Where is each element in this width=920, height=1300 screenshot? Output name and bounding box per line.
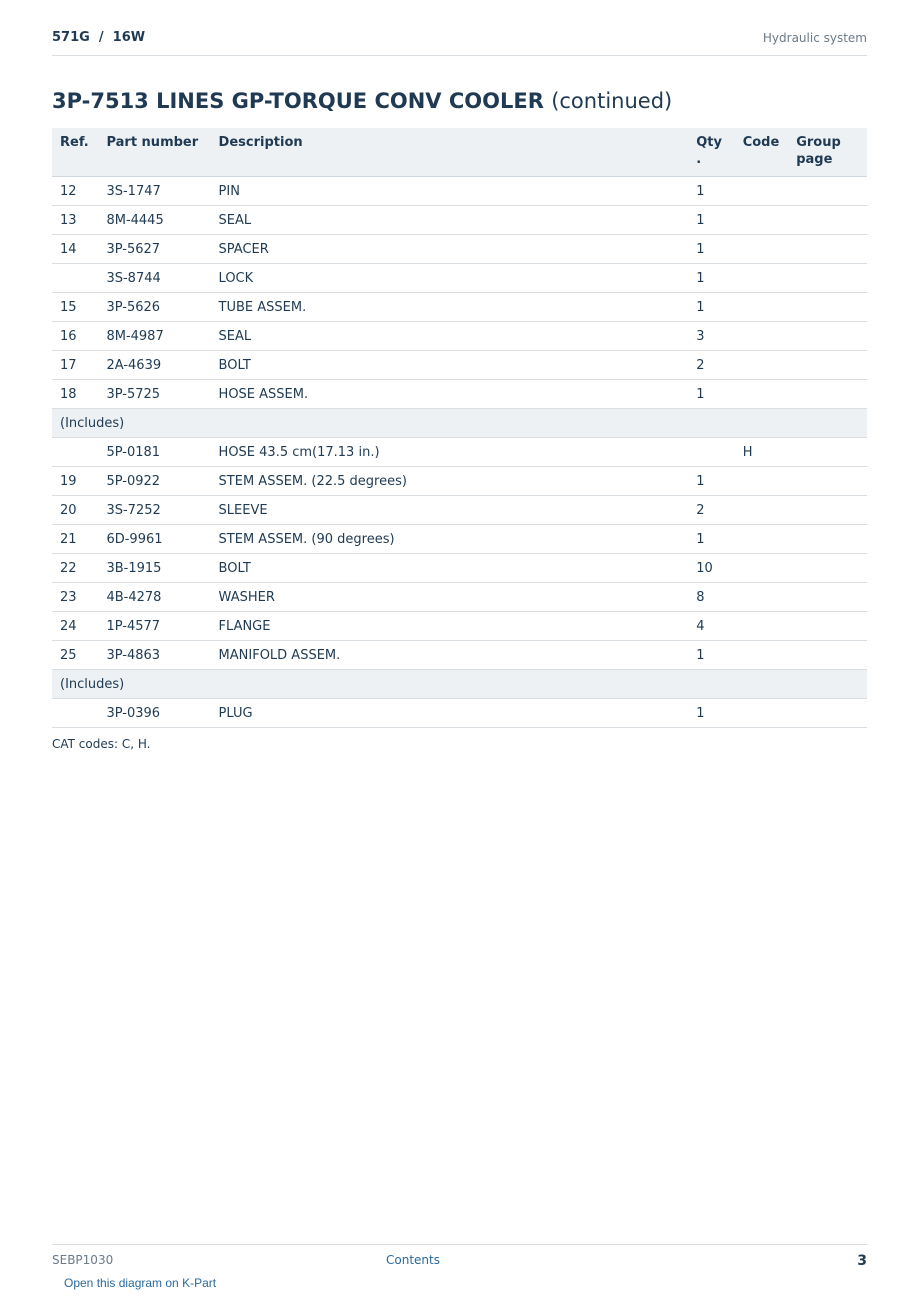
code-cell: [735, 554, 789, 583]
group-page-cell: [788, 177, 867, 206]
qty-cell: 1: [688, 206, 734, 235]
group-page-cell: [788, 641, 867, 670]
group-page-cell: [788, 496, 867, 525]
qty-cell: 1: [688, 235, 734, 264]
code-cell: [735, 525, 789, 554]
qty-cell: 1: [688, 177, 734, 206]
table-row: [52, 699, 867, 728]
table-row: [52, 264, 867, 293]
group-page-cell: [788, 438, 867, 467]
table-row: [52, 177, 867, 206]
part-number-cell: 8M-4987: [98, 322, 210, 351]
part-number-cell: 5P-0181: [98, 438, 210, 467]
code-cell: [735, 496, 789, 525]
ref-cell: 14: [52, 235, 98, 264]
parts-table: [52, 128, 867, 728]
table-row: [52, 438, 867, 467]
ref-cell: 15: [52, 293, 98, 322]
description-cell: WASHER: [211, 583, 689, 612]
code-cell: [735, 293, 789, 322]
description-cell: SLEEVE: [211, 496, 689, 525]
code-cell: H: [735, 438, 789, 467]
group-page-cell: [788, 699, 867, 728]
part-number-cell: 3P-5725: [98, 380, 210, 409]
group-page-cell: [788, 612, 867, 641]
code-cell: [735, 380, 789, 409]
page-footer: [52, 1244, 867, 1269]
code-cell: [735, 467, 789, 496]
ref-cell: [52, 438, 98, 467]
table-row: [52, 641, 867, 670]
group-page-cell: [788, 583, 867, 612]
model-label: 571G / 16W: [52, 30, 146, 45]
code-cell: [735, 641, 789, 670]
page-number: 3: [857, 1253, 867, 1269]
ref-cell: 12: [52, 177, 98, 206]
col-header-code: Code: [735, 128, 789, 177]
page-title: [52, 89, 672, 113]
group-page-cell: [788, 322, 867, 351]
col-header-qty: Qty .: [688, 128, 734, 177]
includes-row: [52, 409, 867, 438]
qty-cell: 8: [688, 583, 734, 612]
description-cell: STEM ASSEM. (22.5 degrees): [211, 467, 689, 496]
includes-label: (Includes): [52, 670, 867, 699]
table-row: [52, 467, 867, 496]
ref-cell: 19: [52, 467, 98, 496]
doc-number: SEBP1030: [52, 1253, 114, 1267]
part-number-cell: 8M-4445: [98, 206, 210, 235]
ref-cell: 22: [52, 554, 98, 583]
description-cell: SEAL: [211, 322, 689, 351]
table-row: [52, 525, 867, 554]
table-row: [52, 235, 867, 264]
table-row: [52, 380, 867, 409]
includes-label: (Includes): [52, 409, 867, 438]
ref-cell: 23: [52, 583, 98, 612]
qty-cell: 1: [688, 641, 734, 670]
code-cell: [735, 351, 789, 380]
description-cell: SPACER: [211, 235, 689, 264]
qty-cell: 3: [688, 322, 734, 351]
description-cell: STEM ASSEM. (90 degrees): [211, 525, 689, 554]
ref-cell: [52, 264, 98, 293]
part-number-cell: 3S-8744: [98, 264, 210, 293]
group-page-cell: [788, 467, 867, 496]
code-cell: [735, 699, 789, 728]
qty-cell: 1: [688, 699, 734, 728]
parts-table-body: [52, 177, 867, 728]
group-page-cell: [788, 380, 867, 409]
col-header-part-number: Part number: [98, 128, 210, 177]
qty-cell: 2: [688, 496, 734, 525]
code-cell: [735, 177, 789, 206]
table-row: [52, 496, 867, 525]
group-page-cell: [788, 554, 867, 583]
table-header-row: [52, 128, 867, 177]
description-cell: TUBE ASSEM.: [211, 293, 689, 322]
qty-cell: 1: [688, 293, 734, 322]
contents-link[interactable]: Contents: [386, 1253, 440, 1267]
code-cell: [735, 612, 789, 641]
table-row: [52, 206, 867, 235]
title-main: 3P-7513 LINES GP-TORQUE CONV COOLER: [52, 89, 544, 113]
part-number-cell: 1P-4577: [98, 612, 210, 641]
col-header-group-page: Group page: [788, 128, 867, 177]
description-cell: MANIFOLD ASSEM.: [211, 641, 689, 670]
part-number-cell: 3S-1747: [98, 177, 210, 206]
part-number-cell: 3P-5626: [98, 293, 210, 322]
part-number-cell: 2A-4639: [98, 351, 210, 380]
description-cell: PLUG: [211, 699, 689, 728]
part-number-cell: 3B-1915: [98, 554, 210, 583]
description-cell: BOLT: [211, 554, 689, 583]
part-number-cell: 4B-4278: [98, 583, 210, 612]
table-row: [52, 322, 867, 351]
qty-cell: 4: [688, 612, 734, 641]
ref-cell: 16: [52, 322, 98, 351]
cat-codes-note: CAT codes: C, H.: [52, 737, 151, 751]
qty-cell: 10: [688, 554, 734, 583]
qty-cell: 1: [688, 467, 734, 496]
code-cell: [735, 235, 789, 264]
part-number-cell: 3P-5627: [98, 235, 210, 264]
description-cell: HOSE 43.5 cm(17.13 in.): [211, 438, 689, 467]
qty-cell: 1: [688, 264, 734, 293]
table-row: [52, 583, 867, 612]
part-number-cell: 6D-9961: [98, 525, 210, 554]
part-number-cell: 3P-4863: [98, 641, 210, 670]
group-page-cell: [788, 235, 867, 264]
kpart-diagram-link[interactable]: Open this diagram on K-Part: [64, 1276, 217, 1290]
ref-cell: [52, 699, 98, 728]
includes-row: [52, 670, 867, 699]
qty-cell: 1: [688, 380, 734, 409]
code-cell: [735, 583, 789, 612]
description-cell: FLANGE: [211, 612, 689, 641]
title-suffix: (continued): [551, 89, 673, 113]
code-cell: [735, 264, 789, 293]
qty-cell: 1: [688, 525, 734, 554]
ref-cell: 18: [52, 380, 98, 409]
code-cell: [735, 206, 789, 235]
group-page-cell: [788, 293, 867, 322]
ref-cell: 13: [52, 206, 98, 235]
part-number-cell: 5P-0922: [98, 467, 210, 496]
description-cell: BOLT: [211, 351, 689, 380]
group-page-cell: [788, 264, 867, 293]
ref-cell: 21: [52, 525, 98, 554]
section-label: Hydraulic system: [762, 31, 867, 45]
part-number-cell: 3P-0396: [98, 699, 210, 728]
description-cell: HOSE ASSEM.: [211, 380, 689, 409]
code-cell: [735, 322, 789, 351]
description-cell: PIN: [211, 177, 689, 206]
group-page-cell: [788, 525, 867, 554]
col-header-ref: Ref.: [52, 128, 98, 177]
ref-cell: 20: [52, 496, 98, 525]
ref-cell: 25: [52, 641, 98, 670]
part-number-cell: 3S-7252: [98, 496, 210, 525]
qty-cell: [688, 438, 734, 467]
table-row: [52, 554, 867, 583]
ref-cell: 17: [52, 351, 98, 380]
table-row: [52, 612, 867, 641]
group-page-cell: [788, 206, 867, 235]
group-page-cell: [788, 351, 867, 380]
page-header: [52, 26, 867, 56]
description-cell: LOCK: [211, 264, 689, 293]
description-cell: SEAL: [211, 206, 689, 235]
table-row: [52, 351, 867, 380]
qty-cell: 2: [688, 351, 734, 380]
ref-cell: 24: [52, 612, 98, 641]
col-header-description: Description: [211, 128, 689, 177]
table-row: [52, 293, 867, 322]
